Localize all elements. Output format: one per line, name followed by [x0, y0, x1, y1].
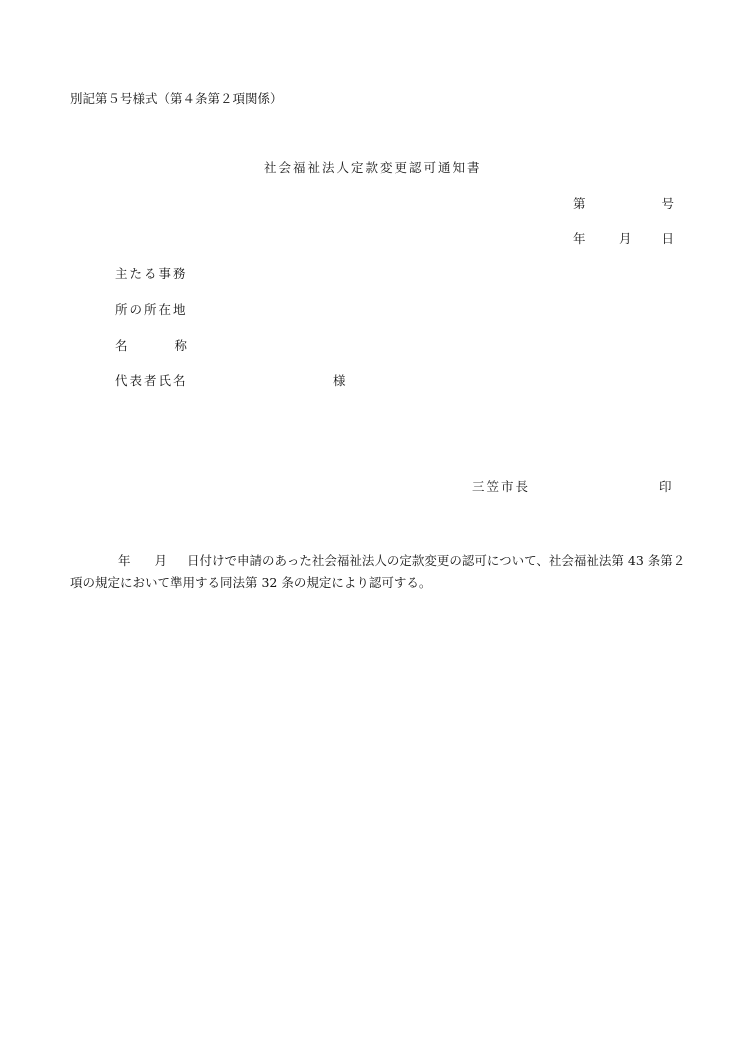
address-label-line1: 主たる事務: [115, 266, 188, 281]
name-label-part1: 名: [115, 338, 128, 353]
representative-label: 代表者氏名: [115, 373, 188, 388]
sender-title: 三笠市長: [472, 479, 531, 494]
date-day: 日: [661, 231, 674, 246]
body-line-2: 項の規定において準用する同法第 32 条の規定により認可する。: [70, 575, 432, 590]
body-month: 月: [154, 553, 168, 568]
document-date-line: [573, 233, 674, 247]
form-number: 別記第５号様式（第４条第２項関係）: [70, 91, 283, 106]
document-title: 社会福祉法人定款変更認可通知書: [264, 160, 482, 175]
name-label-part2: 称: [174, 338, 187, 353]
body-line1-rest: 日付けで申請のあった社会福祉法人の定款変更の認可について、社会福祉法第 43 条第２: [187, 553, 686, 568]
seal-mark: 印: [659, 479, 672, 494]
body-text: [70, 550, 686, 594]
body-year: 年: [118, 553, 131, 568]
number-suffix: 号: [661, 196, 674, 211]
date-month: 月: [619, 231, 632, 246]
date-year: 年: [573, 231, 586, 246]
body-line-1: [70, 550, 686, 572]
address-label-line2: 所の所在地: [115, 302, 188, 317]
name-label: [115, 340, 187, 354]
honorific: 様: [333, 373, 346, 388]
document-number-line: [573, 198, 674, 212]
number-prefix: 第: [573, 196, 586, 211]
